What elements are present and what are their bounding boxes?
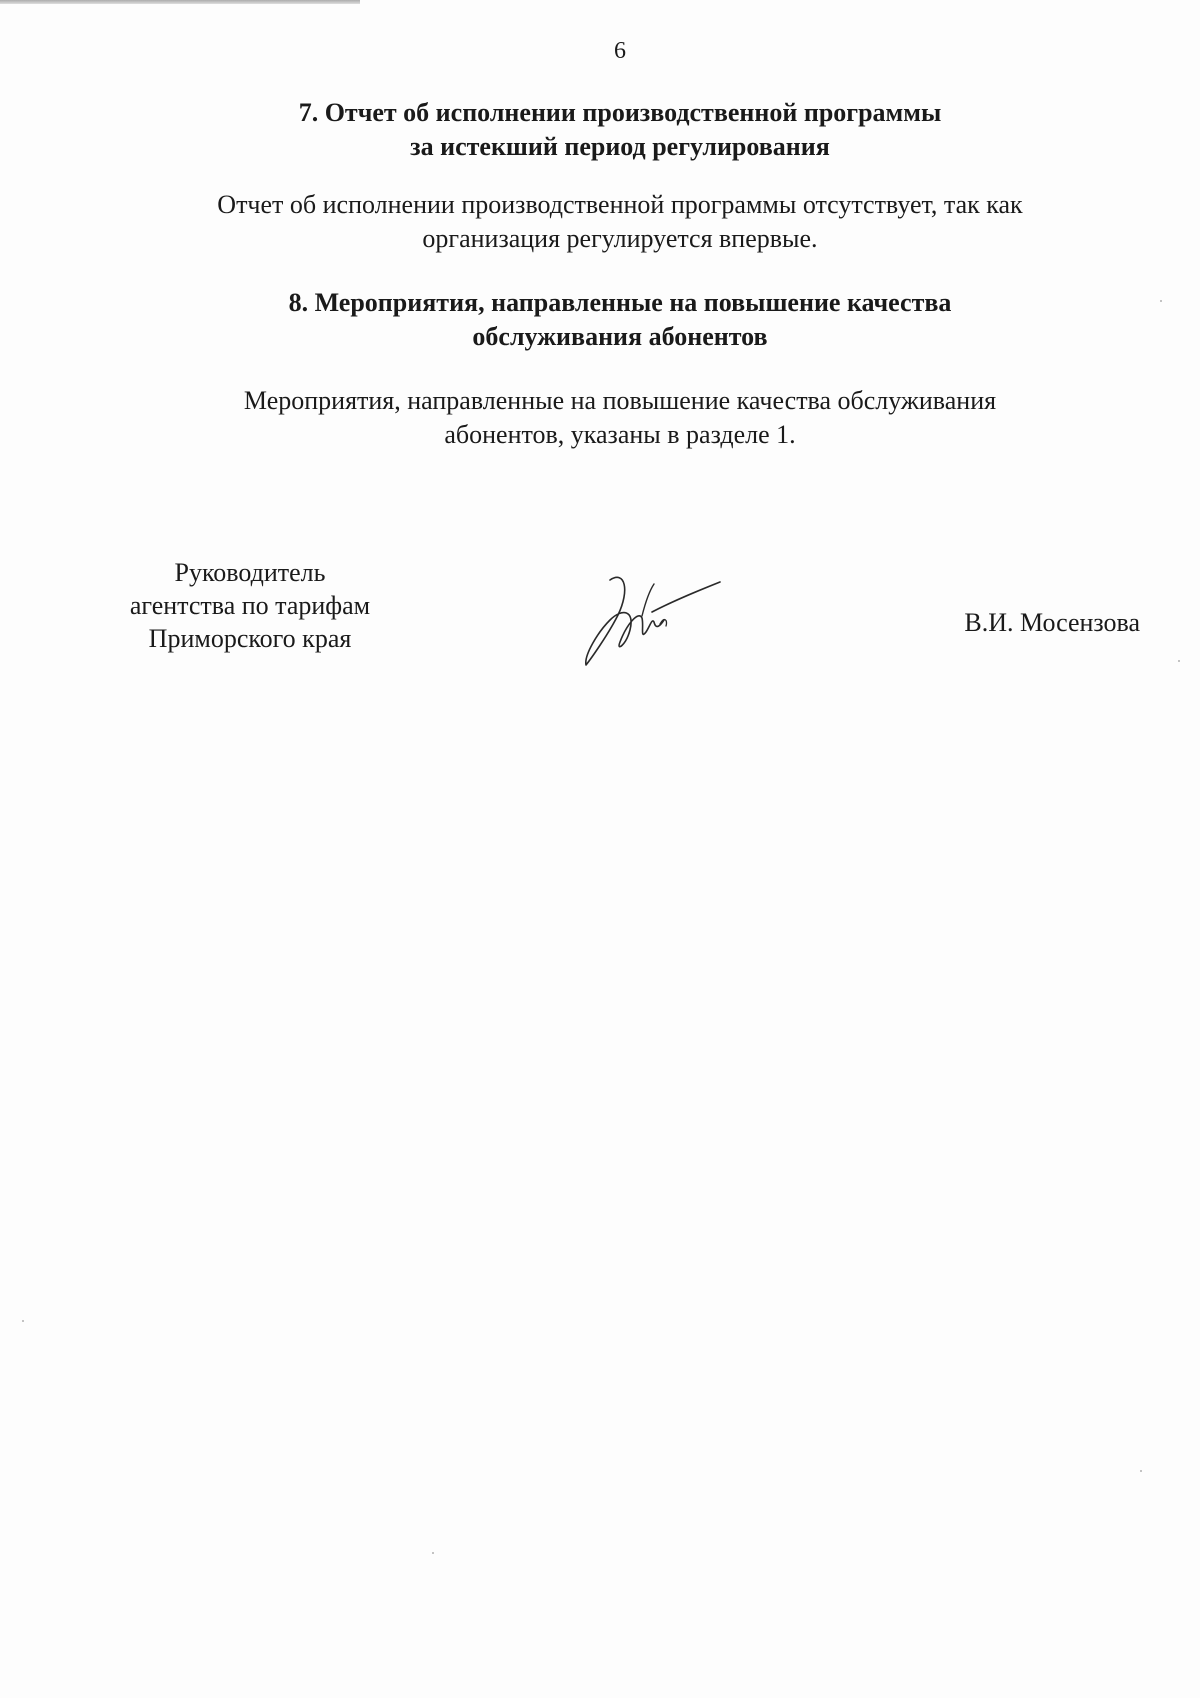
signatory-name: В.И. Мосензова bbox=[964, 608, 1140, 637]
section-8-body-line: Мероприятия, направленные на повышение качества обслуживания bbox=[243, 386, 997, 415]
section-8-heading-line: обслуживания абонентов bbox=[472, 322, 768, 351]
section-8-body-line: абонентов, указаны в разделе 1. bbox=[444, 420, 796, 449]
section-7-heading-line: за истекший период регулирования bbox=[410, 132, 830, 161]
page-number: 6 bbox=[614, 38, 626, 64]
scan-edge-shadow bbox=[0, 0, 360, 4]
scan-speck bbox=[432, 1552, 434, 1554]
scan-speck bbox=[1160, 300, 1162, 302]
section-7-body-line: Отчет об исполнении производственной программы отсутствует, так как bbox=[217, 190, 1023, 219]
section-7-heading bbox=[120, 96, 1120, 164]
signatory-title bbox=[100, 556, 400, 655]
section-7-heading-line: 7. Отчет об исполнении производственной программы bbox=[298, 98, 942, 127]
section-8-heading-line: 8. Мероприятия, направленные на повышение качества bbox=[288, 288, 952, 317]
scan-speck bbox=[1140, 1470, 1142, 1472]
signatory-title-line: Приморского края bbox=[148, 624, 352, 653]
signatory-title-line: Руководитель bbox=[174, 558, 326, 587]
section-7-body bbox=[120, 188, 1120, 256]
section-8-body bbox=[120, 384, 1120, 452]
section-7-body-line: организация регулируется впервые. bbox=[422, 224, 818, 253]
section-8-heading bbox=[120, 286, 1120, 354]
signatory-title-line: агентства по тарифам bbox=[129, 591, 371, 620]
scan-speck bbox=[22, 1320, 24, 1322]
scan-speck bbox=[1178, 660, 1180, 662]
handwritten-signature bbox=[580, 560, 730, 670]
